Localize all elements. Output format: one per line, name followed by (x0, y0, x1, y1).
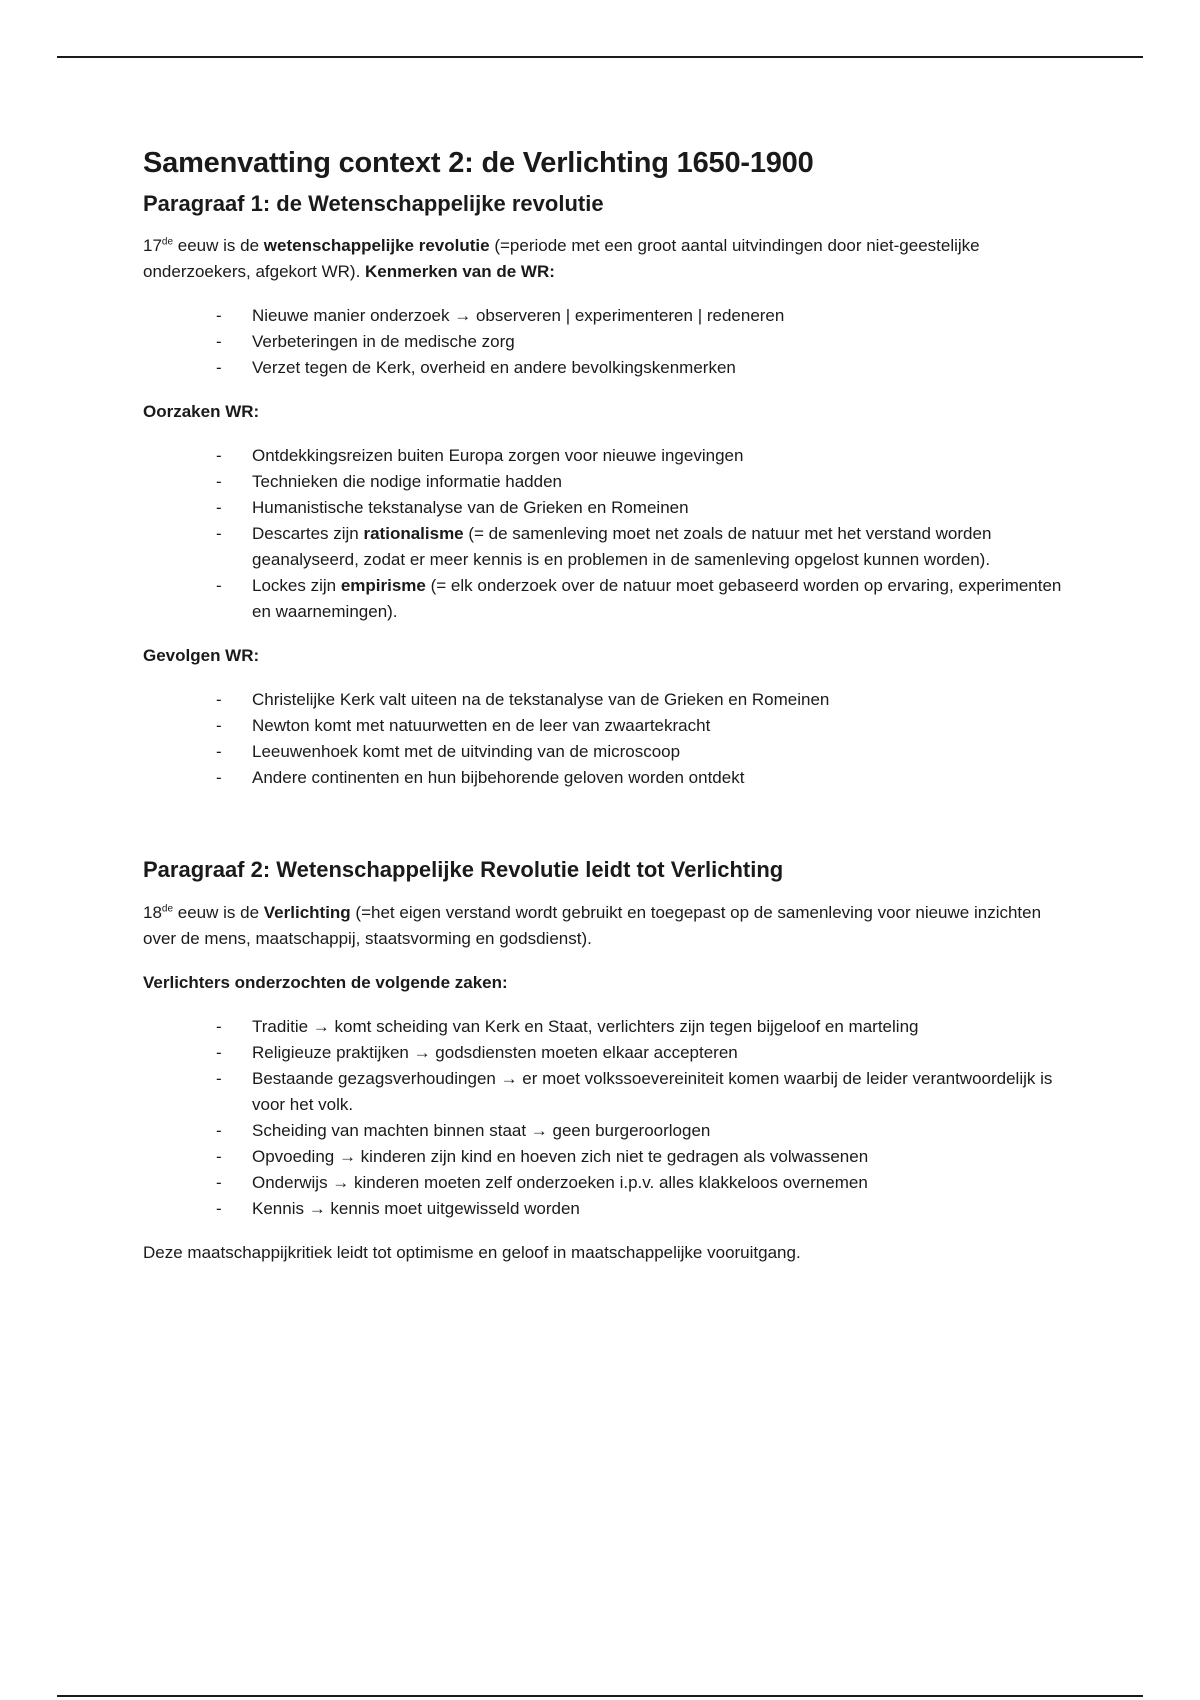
list-item: - Humanistische tekstanalyse van de Grieken en Romeinen (216, 498, 689, 518)
list-item: - Ontdekkingsreizen buiten Europa zorgen voor nieuwe ingevingen (216, 446, 744, 466)
list-item: - Scheiding van machten binnen staat → geen burgeroorlogen (216, 1120, 711, 1140)
list-item: - Verzet tegen de Kerk, overheid en andere bevolkingskenmerken (216, 358, 736, 378)
document-title: Samenvatting context 2: de Verlichting 1650-1900 (143, 147, 814, 179)
footer-rule (57, 1695, 1143, 1697)
list-item: - Traditie → komt scheiding van Kerk en Staat, verlichters zijn tegen bijgeloof en marteling (216, 1016, 919, 1036)
document-page (143, 138, 1063, 1284)
list-item: - Lockes zijn empirisme (= elk onderzoek over de natuur moet gebaseerd worden op ervaring, experimenten en waarnemingen). (216, 576, 1062, 622)
section-heading-1: Paragraaf 1: de Wetenschappelijke revolutie (143, 190, 604, 216)
oorzaken-list (143, 443, 1063, 625)
list-item: - Onderwijs → kinderen moeten zelf onderzoeken i.p.v. alles klakkeloos overnemen (216, 1172, 868, 1192)
list-item: - Christelijke Kerk valt uiteen na de tekstanalyse van de Grieken en Romeinen (216, 690, 830, 710)
list-item: - Verbeteringen in de medische zorg (216, 332, 515, 352)
list-item: - Opvoeding → kinderen zijn kind en hoeven zich niet te gedragen als volwassenen (216, 1146, 869, 1166)
list-item: - Kennis → kennis moet uitgewisseld worden (216, 1198, 580, 1218)
list-item: - Technieken die nodige informatie hadden (216, 472, 563, 492)
list-item: - Bestaande gezagsverhoudingen → er moet volkssoevereiniteit komen waarbij de leider verantwoordelijk is voor het volk. (216, 1068, 1053, 1114)
gevolgen-list (143, 687, 1063, 791)
list-item: - Leeuwenhoek komt met de uitvinding van de microscoop (216, 742, 681, 762)
section1-intro: 17de eeuw is de wetenschappelijke revolutie (=periode met een groot aantal uitvindingen door niet-geestelijke onderzoekers, afgekort WR). Kenmerken van de WR: (143, 236, 980, 282)
list-item: - Andere continenten en hun bijbehorende geloven worden ontdekt (216, 768, 745, 788)
section2-intro: 18de eeuw is de Verlichting (=het eigen verstand wordt gebruikt en toegepast op de samenleving voor nieuwe inzichten over de mens, maatschappij, staatsvorming en godsdienst). (143, 902, 1042, 948)
zaken-list (143, 1014, 1063, 1222)
list-item: - Religieuze praktijken → godsdiensten moeten elkaar accepteren (216, 1042, 738, 1062)
gevolgen-label: Gevolgen WR: (143, 646, 260, 666)
list-item: - Descartes zijn rationalisme (= de samenleving moet net zoals de natuur met het verstand worden geanalyseerd, zodat er meer kennis is en problemen in de samenleving opgelost kunnen worden). (216, 524, 992, 570)
zaken-label: Verlichters onderzochten de volgende zaken: (143, 972, 508, 992)
list-item: - Newton komt met natuurwetten en de leer van zwaartekracht (216, 716, 711, 736)
list-item: - Nieuwe manier onderzoek → observeren | experimenteren | redeneren (216, 306, 785, 326)
section2-conclusion: Deze maatschappijkritiek leidt tot optimisme en geloof in maatschappelijke vooruitgang. (143, 1242, 801, 1262)
header-rule (57, 56, 1143, 58)
oorzaken-label: Oorzaken WR: (143, 402, 260, 422)
section-heading-2: Paragraaf 2: Wetenschappelijke Revolutie leidt tot Verlichting (143, 857, 784, 883)
kenmerken-list (143, 303, 1063, 381)
